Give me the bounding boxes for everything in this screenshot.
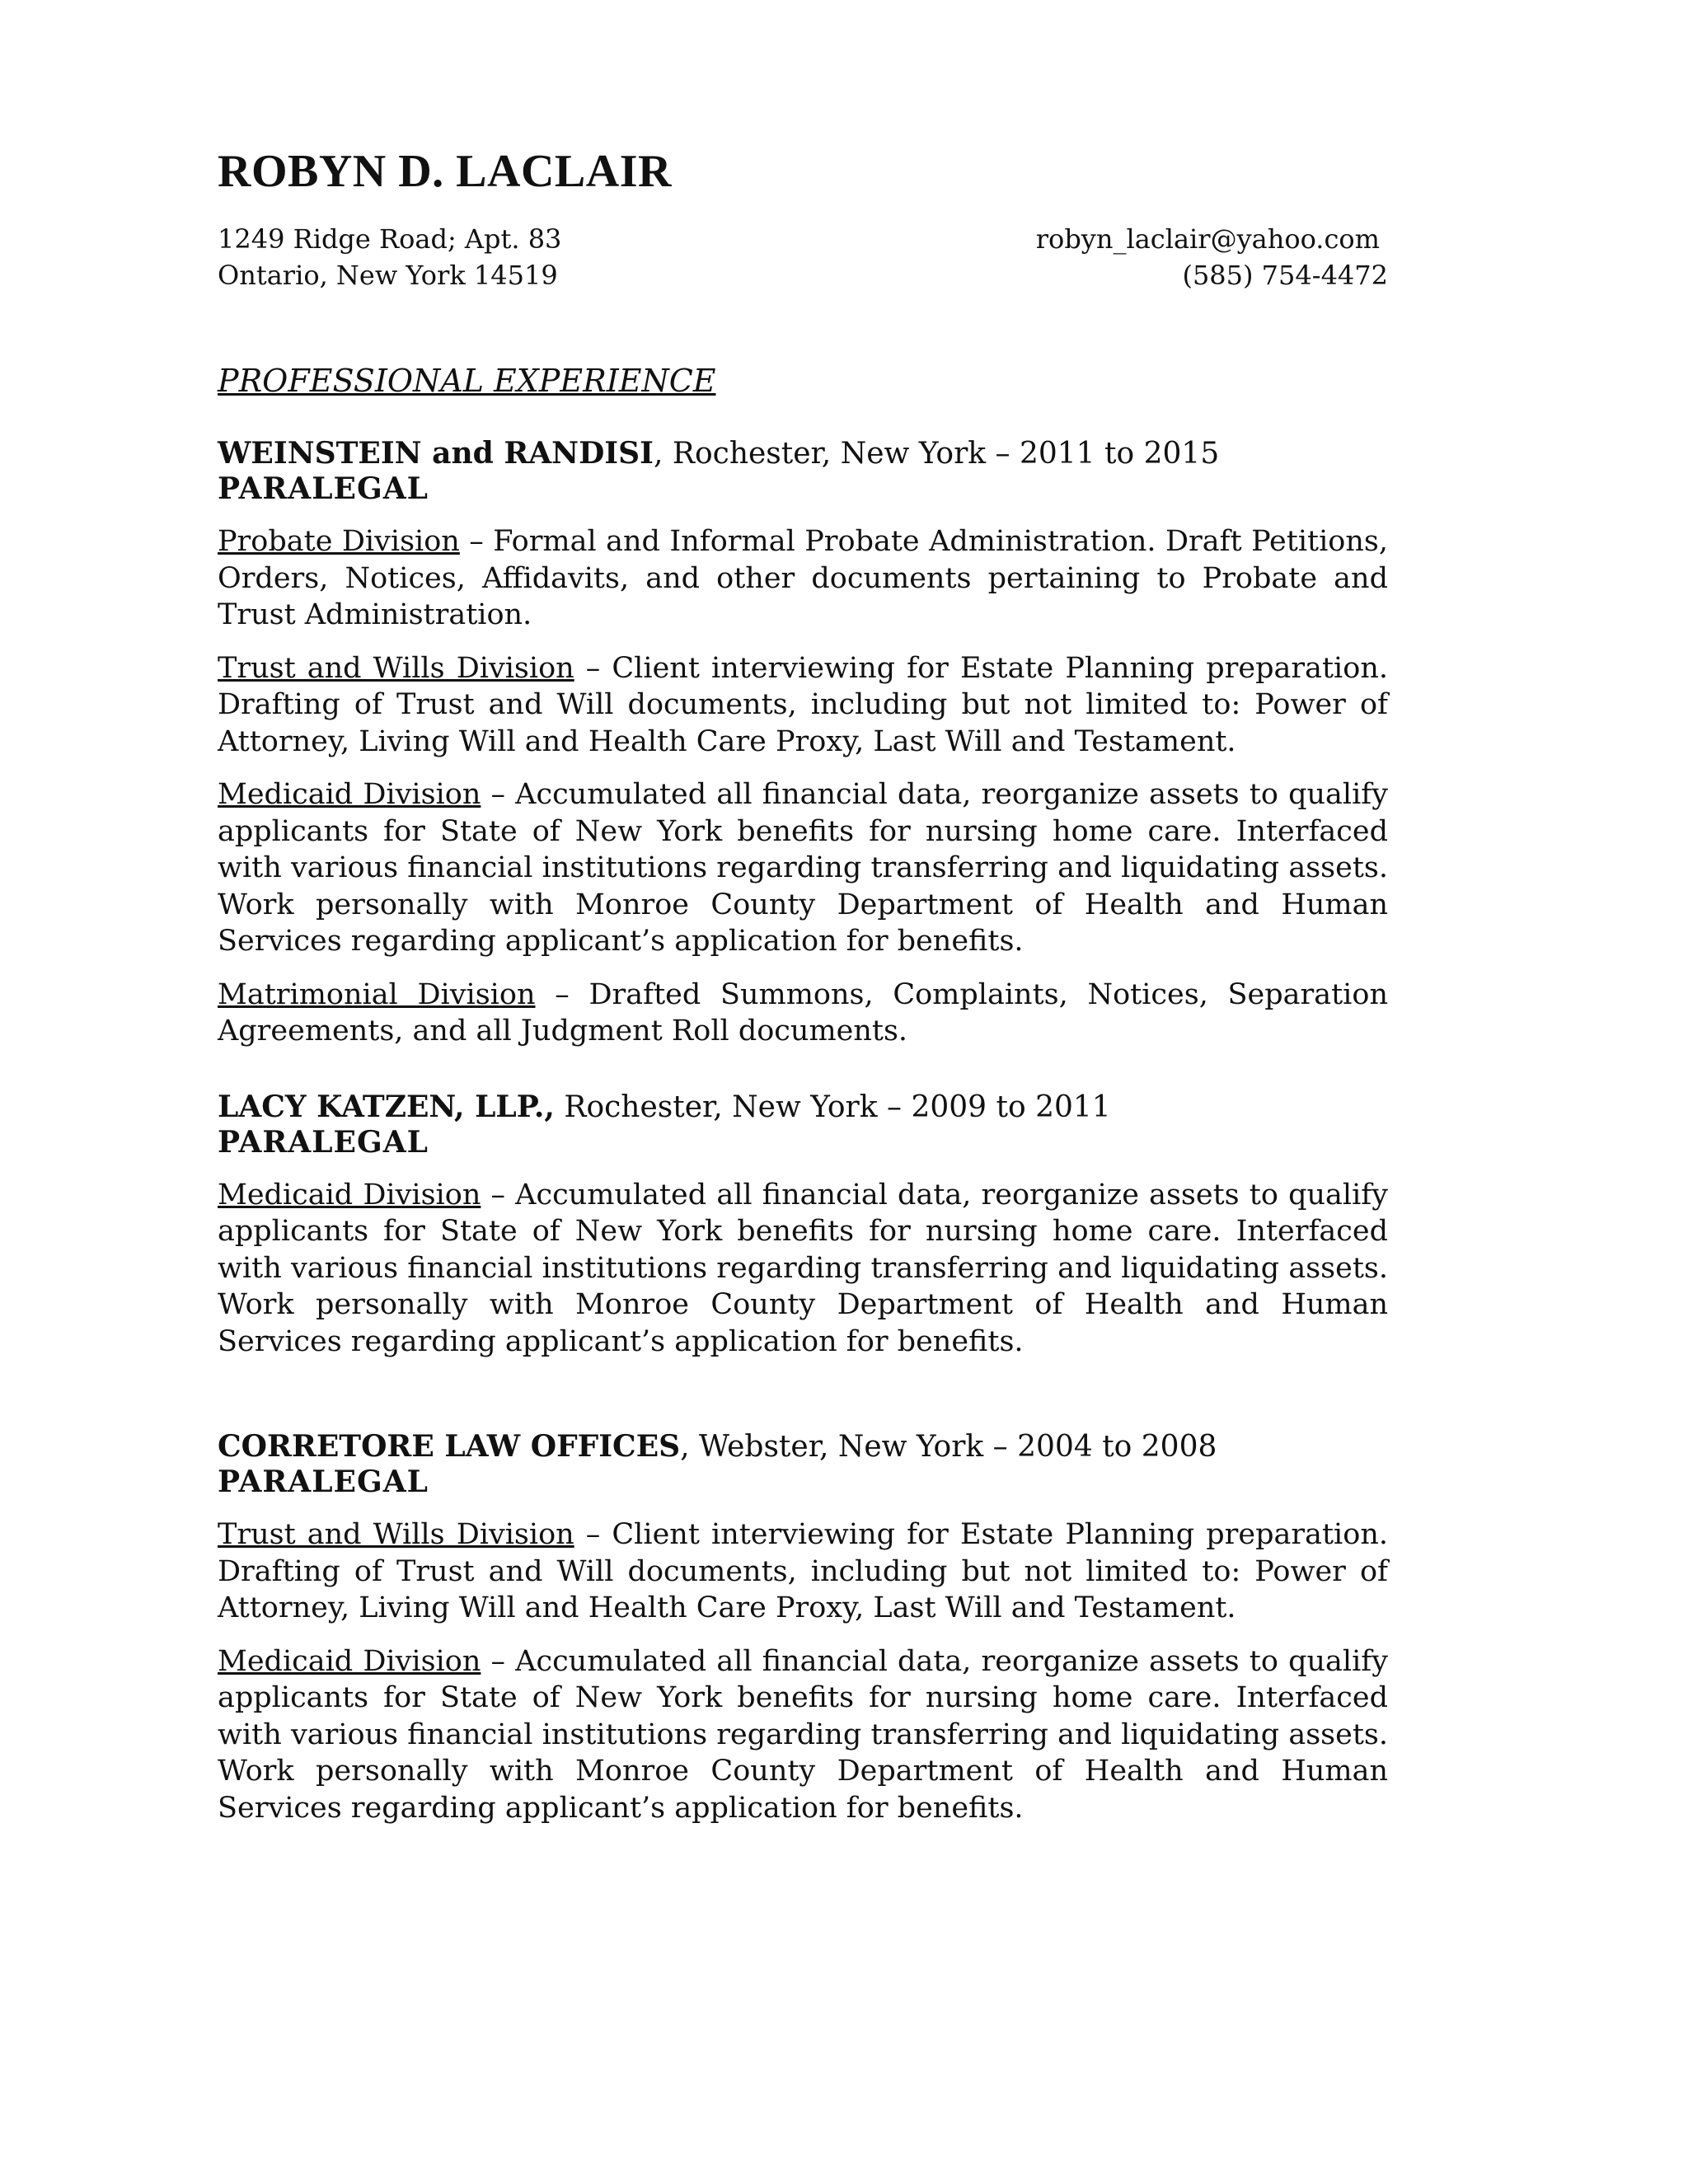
division-text: – Accumulated all financial data, reorganize assets to qualify applicants for State of New York benefits for nursing home care. Interfaced with various financial institutions regarding transferring and liquidating assets. Work personally with Monroe County Department of Health and Human Services regarding applicant’s application for benefits. [218,1644,1388,1825]
division-name: Trust and Wills Division [218,651,574,685]
employer-line [218,436,1388,471]
job-role: PARALEGAL [218,1465,429,1500]
job-role: PARALEGAL [218,1124,429,1160]
job-details: , Rochester, New York – 2011 to 2015 [653,437,1220,471]
job-entry [218,436,1388,1050]
candidate-name: ROBYN D. LACLAIR [218,146,672,197]
division-paragraph [218,977,1388,1050]
contact-row-2 [218,257,1388,293]
division-paragraph [218,523,1388,634]
division-paragraph [218,1516,1388,1627]
job-entry [218,1429,1388,1826]
phone-number: (585) 754-4472 [1182,259,1388,291]
email-address: robyn_laclair@yahoo.com [1035,223,1380,255]
section-title: PROFESSIONAL EXPERIENCE [218,362,716,399]
firm-name: WEINSTEIN and RANDISI [218,436,654,471]
division-name: Medicaid Division [218,778,481,812]
firm-name: LACY KATZEN, LLP., [218,1089,555,1124]
division-text: – Client interviewing for Estate Planning preparation. Drafting of Trust and Will documents, including but not limited to: Power of Attorney, Living Will and Health Care Proxy, Last Will and Testament. [218,1518,1388,1625]
division-name: Medicaid Division [218,1644,481,1678]
firm-name: CORRETORE LAW OFFICES [218,1429,681,1465]
employer-line [218,1429,1388,1465]
job-entry [218,1090,1388,1361]
division-paragraph [218,1643,1388,1827]
division-paragraph [218,650,1388,761]
division-text: – Drafted Summons, Complaints, Notices, Separation Agreements, and all Judgment Roll documents. [218,977,1388,1048]
division-name: Probate Division [218,525,460,559]
job-details: , Webster, New York – 2004 to 2008 [680,1430,1217,1465]
division-name: Trust and Wills Division [218,1518,574,1552]
contact-row-1 [218,221,1388,257]
division-text: – Accumulated all financial data, reorganize assets to qualify applicants for State of New York benefits for nursing home care. Interfaced with various financial institutions regarding transferring and liquidating assets. Work personally with Monroe County Department of Health and Human Services regarding applicant’s application for benefits. [218,778,1388,958]
division-name: Matrimonial Division [218,977,536,1011]
job-details: Rochester, New York – 2009 to 2011 [554,1090,1111,1124]
address-line-2: Ontario, New York 14519 [218,259,558,291]
address-line-1: 1249 Ridge Road; Apt. 83 [218,223,562,255]
division-text: – Formal and Informal Probate Administration. Draft Petitions, Orders, Notices, Affidavits, and other documents pertaining to Probate and Trust Administration. [218,525,1388,632]
resume-page [218,147,1388,1859]
job-role: PARALEGAL [218,471,429,507]
division-text: – Client interviewing for Estate Planning preparation. Drafting of Trust and Will documents, including but not limited to: Power of Attorney, Living Will and Health Care Proxy, Last Will and Testament. [218,651,1388,758]
division-name: Medicaid Division [218,1178,481,1212]
employer-line [218,1090,1388,1125]
division-text: – Accumulated all financial data, reorganize assets to qualify applicants for State of New York benefits for nursing home care. Interfaced with various financial institutions regarding transferring and liquidating assets. Work personally with Monroe County Department of Health and Human Services regarding applicant’s application for benefits. [218,1178,1388,1358]
division-paragraph [218,776,1388,960]
division-paragraph [218,1177,1388,1361]
